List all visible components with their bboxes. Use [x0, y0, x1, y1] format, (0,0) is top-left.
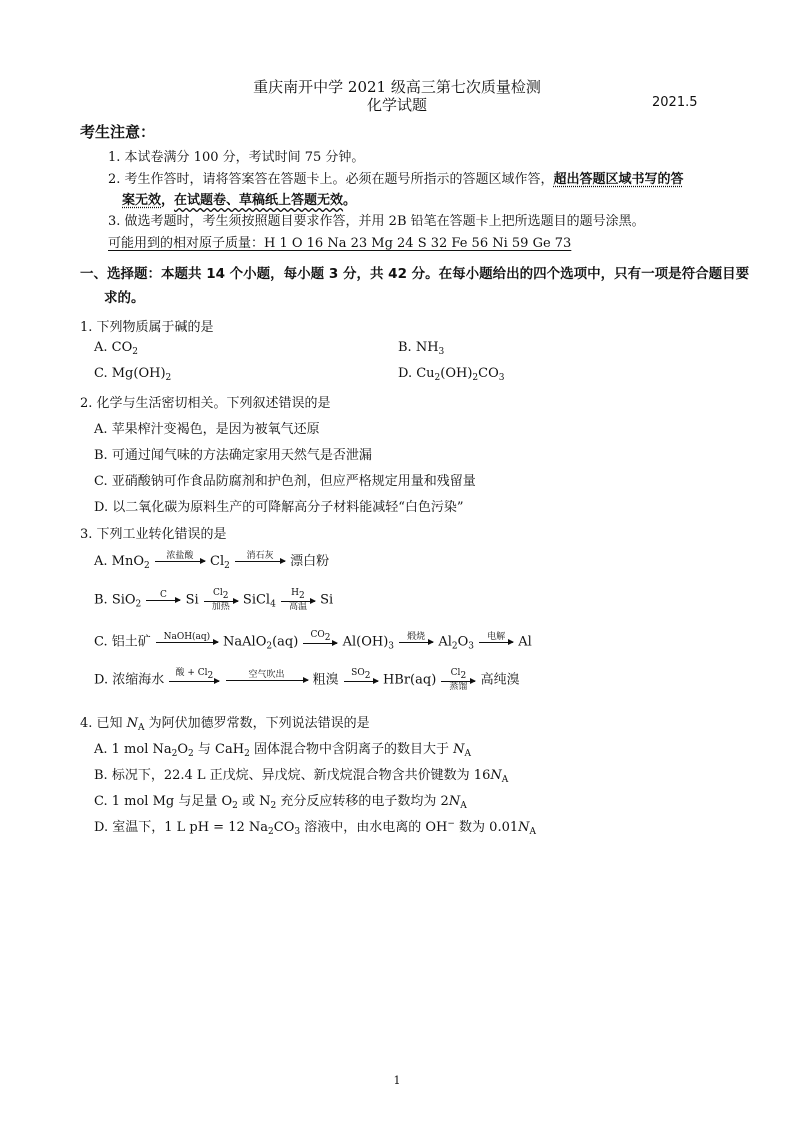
q1-stem: 1. 下列物质属于碱的是: [80, 320, 214, 335]
q2-stem: 2. 化学与生活密切相关。下列叙述错误的是: [80, 396, 331, 411]
q3-d-product3: HBr(aq): [382, 672, 437, 688]
q2-option-a: A. 苹果榨汁变褐色，是因为被氧气还原: [94, 422, 320, 437]
q4-option-d: [94, 816, 536, 837]
q4-b-t1: B. 标况下，22.4 L 正戊烷、异戊烷、新戊烷混合物含共价键数为 16: [94, 768, 491, 783]
q4-stem-text: 4. 已知: [80, 716, 127, 731]
arrow-reagent: Cl: [213, 588, 223, 598]
q4-a-na-sub: A: [464, 749, 471, 759]
q3-c-sub2: 3: [388, 641, 395, 652]
reaction-arrow: [479, 632, 513, 653]
q2-option-c: C. 亚硝酸钠可作食品防腐剂和护色剂，但应严格规定用量和残留量: [94, 474, 476, 489]
q4-stem: [80, 712, 370, 733]
arrow-label-top: [169, 668, 219, 681]
q3-option-b: [94, 588, 333, 612]
q1-d-sub3: 3: [498, 373, 505, 383]
q3-option-d: [94, 668, 520, 692]
arrow-reagent-sub: 2: [222, 591, 229, 601]
q3-option-c: [94, 630, 532, 654]
q1-c-text: C. Mg(OH): [94, 366, 166, 381]
q1-option-c: [94, 366, 171, 383]
arrow-label-top: 浓盐酸: [166, 551, 194, 561]
q4-d-t1: D. 室温下，1 L pH = 12 Na: [94, 820, 269, 835]
q3-a-sub1: 2: [144, 561, 150, 571]
q4-d-na: N: [518, 820, 530, 835]
q1-a-text: A. CO: [94, 340, 133, 355]
q4-b-na: N: [490, 768, 502, 783]
arrow-reagent-sub: 2: [364, 671, 371, 681]
q1-option-b: [398, 340, 444, 357]
q3-stem: 3. 下列工业转化错误的是: [80, 527, 227, 542]
reaction-arrow: [344, 668, 378, 692]
reaction-arrow: [169, 668, 219, 692]
q4-b-na-sub: A: [501, 775, 509, 785]
arrow-label-bottom: 蒸馏: [449, 682, 468, 692]
q3-d-product4: 高纯溴: [480, 672, 520, 688]
q3-c-sub3a: 2: [451, 641, 458, 652]
q3-b-label: B. SiO: [94, 592, 136, 608]
arrow-reagent-sub: 2: [299, 591, 305, 601]
q3-b-product1: Si: [185, 592, 199, 608]
q4-c-t1: C. 1 mol Mg 与足量 O: [94, 794, 233, 809]
q3-c-sub3b: 3: [468, 641, 474, 652]
q2-option-d: D. 以二氧化碳为原料生产的可降解高分子材料能减轻“白色污染”: [94, 500, 464, 515]
q4-option-c: [94, 790, 467, 811]
notice-item-2-cont: [122, 189, 356, 208]
q2-option-b: B. 可通过闻气味的方法确定家用天然气是否泄漏: [94, 448, 372, 463]
arrow-label-top: 空气吹出: [248, 669, 285, 680]
reaction-arrow: [146, 590, 180, 611]
q1-b-sub: 3: [438, 347, 445, 357]
arrow-label-bottom: 高温: [288, 602, 307, 612]
reaction-arrow: [399, 632, 433, 653]
arrow-reagent-sub: 2: [460, 671, 467, 681]
q4-d-t3: 溶液中，由水电离的 OH: [300, 820, 448, 835]
q4-c-na-sub: A: [460, 801, 467, 811]
notice-item-2-text: 2. 考生作答时，请将答案答在答题卡上。必须在题号所指示的答题区域作答，: [108, 172, 554, 187]
q3-b-product3: Si: [320, 592, 334, 608]
q1-option-a: [94, 340, 138, 357]
exam-subtitle: 化学试题: [366, 96, 427, 114]
q1-option-d: [398, 366, 505, 383]
arrow-label-top: 电解: [487, 631, 506, 642]
q4-a-s3: 2: [244, 749, 250, 759]
q4-d-s2: 3: [294, 827, 301, 837]
notice-item-2-comma: ，: [161, 193, 175, 208]
q4-stem-na: N: [126, 716, 139, 731]
q1-a-sub: 2: [132, 347, 138, 357]
notice-item-2-emph: 超出答题区域书写的答: [553, 172, 684, 187]
q3-d-label: D. 浓缩海水: [94, 672, 165, 688]
arrow-reagent: SO: [351, 668, 365, 678]
q3-c-sub1: 2: [266, 641, 273, 652]
q4-c-t2: 或 N: [237, 794, 271, 809]
q1-c-sub: 2: [165, 373, 172, 383]
arrow-label-top: C: [159, 589, 167, 600]
q3-b-sub1: 2: [135, 599, 142, 610]
q3-c-product3b: O: [457, 634, 469, 650]
q3-a-product1: Cl: [210, 554, 225, 569]
q4-c-s1: 2: [232, 801, 238, 811]
q3-c-product2: Al(OH): [342, 634, 389, 650]
notice-item-2-emph-2: 案无效: [122, 193, 162, 208]
q3-a-product2: 漂白粉: [290, 554, 330, 569]
q4-d-s1: 2: [268, 827, 274, 837]
reaction-arrow: [204, 588, 238, 612]
section-1-instructions-cont: 求的。: [104, 290, 145, 306]
q3-c-product1: NaAlO: [223, 634, 267, 650]
q4-c-s2: 2: [270, 801, 277, 811]
q1-d-post: CO: [478, 366, 499, 381]
notice-item-2-period: 。: [343, 193, 357, 208]
section-1-instructions: 一、选择题：本题共 14 个小题，每小题 3 分，共 42 分。在每小题给出的四个选项中，只有一项是符合题目要: [80, 266, 750, 282]
q3-a-label: A. MnO: [94, 554, 144, 569]
q4-stem-na-sub: A: [138, 723, 145, 733]
arrow-reagent: H: [291, 588, 300, 598]
q3-c-product3: Al: [438, 634, 452, 650]
q4-d-sup: −: [447, 819, 455, 829]
arrow-reagent-sub: 2: [324, 633, 331, 643]
reaction-arrow: [281, 588, 315, 612]
exam-title: 重庆南开中学 2021 级高三第七次质量检测: [253, 78, 541, 96]
notice-item-2: [108, 168, 684, 187]
q1-b-text: B. NH: [398, 340, 439, 355]
q4-c-t3: 充分反应转移的电子数均为 2: [276, 794, 449, 809]
notice-heading: 考生注意：: [80, 123, 156, 141]
q4-d-t2: CO: [273, 820, 295, 835]
q4-option-a: [94, 738, 471, 759]
exam-date: 2021.5: [652, 95, 698, 110]
q3-c-product1-state: (aq): [272, 634, 299, 650]
q4-a-t1: A. 1 mol Na: [94, 742, 172, 757]
q4-d-t4: 数为 0.01: [454, 820, 519, 835]
arrow-label-top: 消石灰: [246, 551, 274, 561]
notice-item-1: 1. 本试卷满分 100 分，考试时间 75 分钟。: [108, 150, 365, 165]
reaction-arrow: [235, 551, 285, 572]
reaction-arrow: [155, 551, 205, 572]
q1-d-mid: (OH): [440, 366, 473, 381]
q4-a-s1: 2: [171, 749, 178, 759]
atomic-masses: 可能用到的相对原子质量：H 1 O 16 Na 23 Mg 24 S 32 Fe 56 Ni 59 Ge 73: [108, 236, 572, 251]
q4-a-s2: 2: [188, 749, 194, 759]
q4-option-b: [94, 764, 508, 785]
q3-option-a: [94, 550, 329, 572]
notice-item-2-emph-3: 在试题卷、草稿纸上答题无效: [174, 193, 344, 208]
q3-a-sub2: 2: [224, 561, 230, 571]
arrow-label-top: 煅烧: [407, 631, 426, 642]
q3-b-product2: SiCl: [242, 592, 271, 608]
q3-c-product4: Al: [518, 634, 532, 650]
q3-b-sub2: 4: [270, 599, 276, 610]
q4-a-t2: O: [177, 742, 189, 757]
arrow-label-bottom: 加热: [211, 602, 230, 612]
q4-stem-text-2: 为阿伏加德罗常数，下列说法错误的是: [144, 716, 370, 731]
arrow-reagent-sub: 2: [207, 671, 214, 681]
q3-d-product2: 粗溴: [312, 672, 339, 688]
arrow-label-top: NaOH(aq): [163, 631, 211, 642]
arrow-reagent: 酸 + Cl: [175, 668, 208, 678]
q1-d-sub1: 2: [434, 373, 441, 383]
reaction-arrow: [156, 632, 218, 653]
q4-a-na: N: [453, 742, 465, 757]
arrow-reagent: CO: [310, 630, 325, 640]
q1-d-sub2: 2: [472, 373, 479, 383]
q4-d-na-sub: A: [529, 827, 536, 837]
arrow-reagent: Cl: [450, 668, 461, 678]
q4-a-t4: 固体混合物中含阴离子的数目大于: [249, 742, 454, 757]
page-number: 1: [393, 1074, 401, 1087]
q3-c-label: C. 铝土矿: [94, 634, 151, 650]
q4-a-t3: 与 CaH: [193, 742, 245, 757]
q4-c-na: N: [448, 794, 461, 809]
reaction-arrow: [303, 630, 337, 654]
q1-d-text: D. Cu: [398, 366, 435, 381]
reaction-arrow: [441, 668, 475, 692]
notice-item-3: 3. 做选考题时，考生须按照题目要求作答，并用 2B 铅笔在答题卡上把所选题目的题号涂黑。: [108, 214, 645, 229]
reaction-arrow: [226, 670, 308, 691]
